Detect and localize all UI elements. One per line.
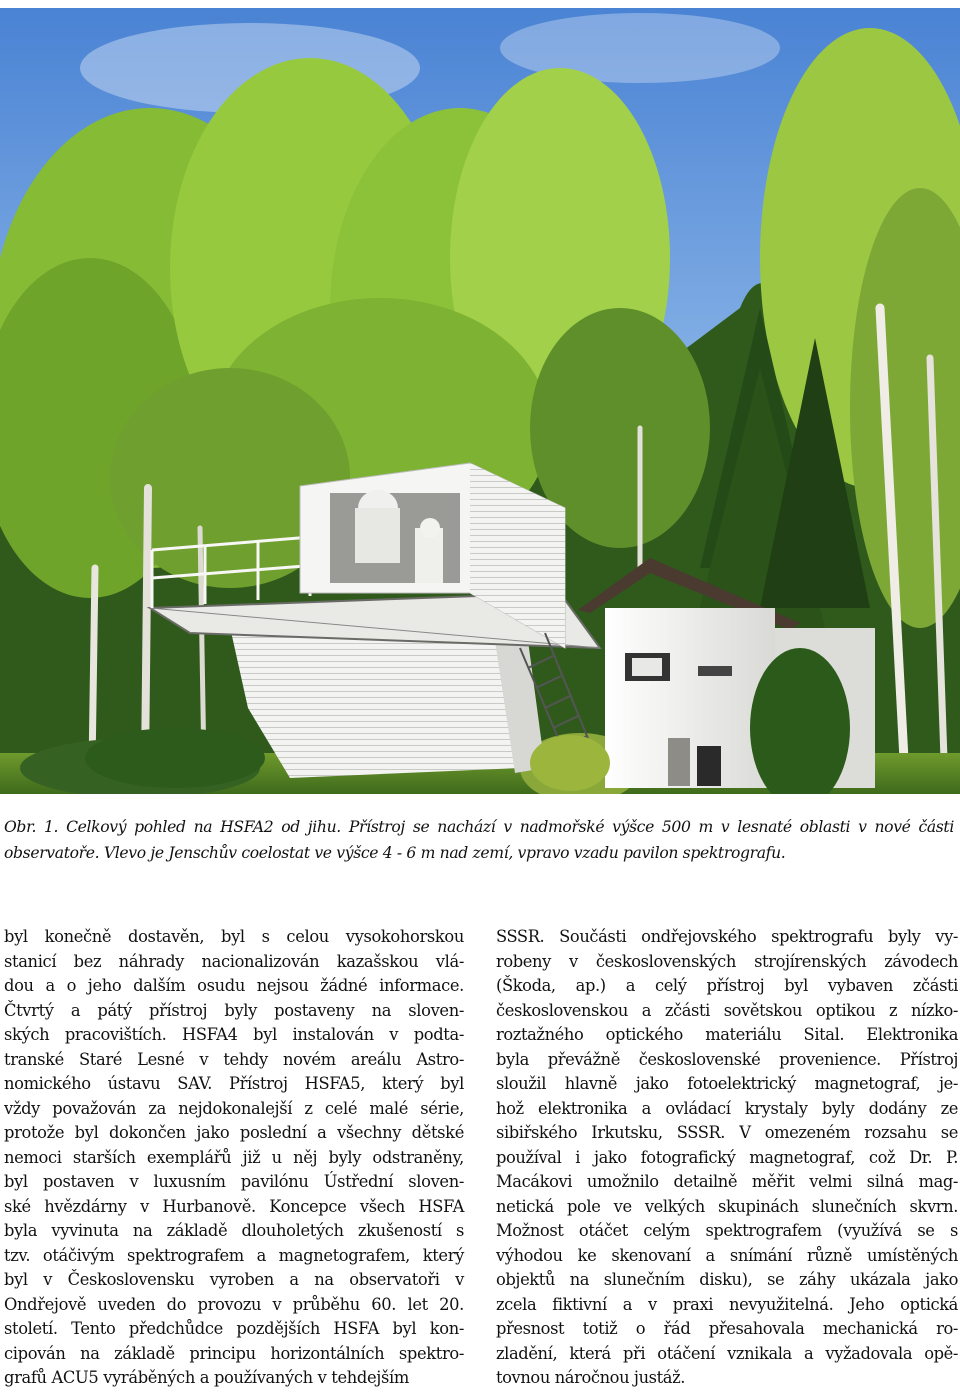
left-column-line: byl konečně dostavěn, byl s celou vysokohorskou [4,927,464,946]
right-column-line: používal i jako fotografický magnetograf, což Dr. P. [496,1147,958,1167]
left-column-line: byl postaven v luxusním pavilónu Ústřední sloven- [4,1172,464,1191]
left-column-line: ské hvězdárny v Hurbanově. Koncepce všech HSFA [4,1196,464,1216]
right-column-line: sloužil hlavně jako fotoelektrický magnetograf, je- [496,1074,958,1093]
figure-caption [4,814,954,866]
left-column-line: nemoci starších exemplářů již u něj byly odstraněny, [4,1147,464,1167]
left-column-line: vždy považován za nejdokonalejší z celé malé série, [4,1098,464,1118]
caption-label: Obr. 1. [4,818,59,836]
right-column-line: přesnost totiž o řád přesahovala mechanická ro- [496,1319,958,1338]
right-column-line: zladění, která při otáčení vznikala a vyžadovala opě- [496,1343,958,1363]
left-column-line: protože byl dokončen jako poslední a všechny dětské [4,1123,464,1142]
right-column-line: hož elektronika a ovládací krystaly byly dodány ze [496,1098,958,1118]
right-column-line: byla převážně československé provenience. Přístroj [496,1049,958,1069]
left-column-line: byl v Československu vyroben a na observatoři v [4,1270,464,1289]
left-column-line: století. Tento předchůdce pozdějších HSFA byl kon- [4,1319,464,1338]
caption-text: Celkový pohled na HSFA2 od jihu. Přístroj se nachází v nadmořské výšce 500 m v lesnaté oblasti v nové části observatoře. Vlevo je Jenschův coelostat ve výšce 4 - 6 m nad zemí, vpravo vzadu pavilon spektrografu. [4,818,954,862]
right-column-line: tovnou náročnou justáž. [496,1368,686,1387]
right-column-line: objektů na slunečním disku), se záhy ukázala jako [496,1270,958,1289]
right-column-line: roztažného optického materiálu Sital. Elektronika [496,1025,958,1044]
left-column-line: cipován na základě principu horizontálních spektro- [4,1343,464,1363]
left-column-line: grafů ACU5 vyráběných a používaných v tehdejším [4,1368,409,1387]
right-column-line: československou a zčásti sovětskou optikou z nízko- [496,1000,958,1020]
left-column-line: transké Staré Lesné v tehdy novém areálu Astro- [4,1049,464,1069]
right-column-line: netická pole ve velkých skupinách slunečních skvrn. [496,1196,958,1216]
left-column-line: nomického ústavu SAV. Přístroj HSFA5, který byl [4,1074,464,1093]
hsfa2-observatory-photo [0,8,960,794]
left-column-line: Ondřejově uveden do provozu v průběhu 60. let 20. [4,1294,464,1314]
right-column-line: (Škoda, ap.) a celý přístroj byl vybaven zčásti [496,976,958,995]
article-column-left [4,925,464,1391]
right-column-line: SSSR. Součásti ondřejovského spektrografu byly vy- [496,927,958,946]
figure-photo [0,8,960,794]
left-column-line: dou a o jeho dalším osudu nejsou žádné informace. [4,976,464,995]
right-column-line: výhodou ke skenovaní a snímání různě umístěných [496,1245,958,1265]
left-column-line: ských pracovištích. HSFA4 byl instalován v podta- [4,1025,464,1044]
article-column-right [496,925,958,1391]
right-column-line: sibiřského Irkutsku, SSSR. V omezeném rozsahu se [496,1123,958,1142]
left-column-line: byla vyvinuta na základě dlouholetých zkušeností s [4,1221,464,1240]
right-column-line: Macákovi umožnilo detailně měřit velmi silná mag- [496,1172,958,1191]
right-column-line: zcela fiktivní a v praxi nevyužitelná. Jeho optická [496,1294,958,1314]
left-column-line: stanicí bez náhrady nacionalizován kazašskou vlá- [4,951,464,971]
right-column-line: robeny v československých strojírenských závodech [496,951,958,971]
right-column-line: Možnost otáčet celým spektrografem (využívá se s [496,1221,958,1240]
left-column-line: tzv. otáčivým spektrografem a magnetografem, který [4,1245,464,1265]
left-column-line: Čtvrtý a pátý přístroj byly postaveny na sloven- [4,1000,464,1020]
